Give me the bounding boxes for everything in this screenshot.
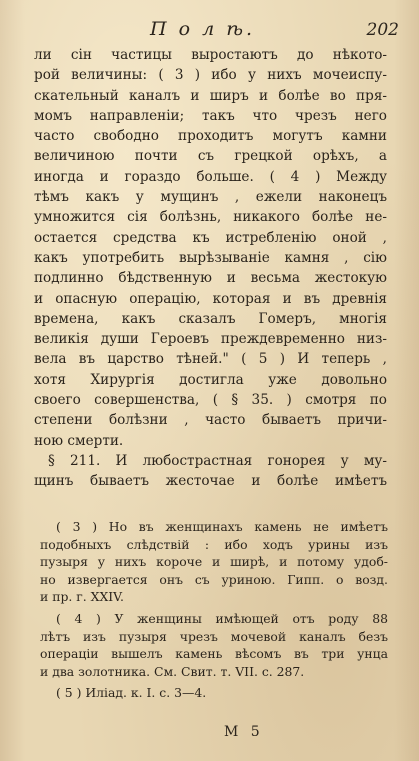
text-line: какъ употребить вырѣзываніе камня , сію <box>34 249 387 266</box>
text-line: времена, какъ сказалъ Гомеръ, многія <box>34 310 387 327</box>
footnote-line: и два золотника. См. Свит. т. VII. с. 287. <box>40 663 305 679</box>
footnote-4 <box>40 610 388 680</box>
text-line: умножится сія болѣзнь, никакого болѣе не- <box>34 209 387 226</box>
running-title: П о л ѣ. <box>150 18 256 40</box>
text-line: щинъ бываетъ жесточае и болѣе имѣетъ <box>34 473 387 490</box>
footnote-line: ( 5 ) Иліад. к. I. с. 3—4. <box>56 685 207 701</box>
text-line: тѣмъ какъ у мущинъ , ежели наконецъ <box>34 189 387 206</box>
text-line: величиною почти съ грецкой орѣхъ, а <box>34 148 387 165</box>
footnote-line: но извергается онъ съ уриною. Гипп. о возд. <box>40 571 388 587</box>
footnote-line: лѣтъ изъ пузыря чрезъ мочевой каналъ безъ <box>40 628 388 644</box>
footnote-line: операціи вышелъ камень вѣсомъ въ три унца <box>40 646 388 662</box>
footnotes <box>40 518 388 706</box>
footnote-line: пузыря у нихъ короче и ширѣ, и потому удоб- <box>40 554 388 570</box>
footnote-line: и пр. г. XXIV. <box>40 589 124 605</box>
text-line: часто свободно проходитъ могутъ камни <box>34 128 387 145</box>
signature-mark: М 5 <box>224 724 264 740</box>
footnote-5 <box>40 684 388 702</box>
text-line: скательный каналъ и ширъ и болѣе во пря- <box>34 87 387 104</box>
text-line: своего совершенства, ( § 35. ) смотря по <box>34 392 387 409</box>
text-line: подлинно бѣдственную и весьма жестокую <box>34 270 387 287</box>
text-line: ли сін частицы выростаютъ до нѣкото- <box>34 47 387 63</box>
paragraph-1 <box>34 45 387 451</box>
text-line: степени болѣзни , часто бываетъ причи- <box>34 412 387 429</box>
text-line: и опасную операцію, которая и въ древнія <box>34 290 387 307</box>
text-line: момъ направленіи; такъ что чрезъ него <box>34 107 387 124</box>
section-heading-line: § 211. И любострастная гонорея у му- <box>48 452 387 469</box>
text-line: остается средства къ истребленію оной , <box>34 229 387 246</box>
footnote-line: ( 4 ) У женщины имѣющей отъ роду 88 <box>56 610 388 626</box>
page-header <box>0 14 419 46</box>
text-line: вела въ царство тѣней." ( 5 ) И теперь , <box>34 351 387 368</box>
footnote-line: ( 3 ) Но въ женщинахъ камень не имѣетъ <box>56 519 388 534</box>
footnote-line: подобныхъ слѣдствій : ибо ходъ урины изъ <box>40 536 388 552</box>
section-211 <box>34 451 387 492</box>
text-line: рой величины: ( 3 ) ибо у нихъ мочеиспу- <box>34 67 387 84</box>
body-text <box>34 45 387 492</box>
text-line: ною смерти. <box>34 432 124 449</box>
text-line: хотя Хирургія достигла уже довольно <box>34 371 387 388</box>
footnote-3 <box>40 518 388 606</box>
page-number: 202 <box>366 20 399 40</box>
text-line: великія души Героевъ преждевременно низ- <box>34 331 387 348</box>
text-line: иногда и гораздо больше. ( 4 ) Между <box>34 168 387 185</box>
